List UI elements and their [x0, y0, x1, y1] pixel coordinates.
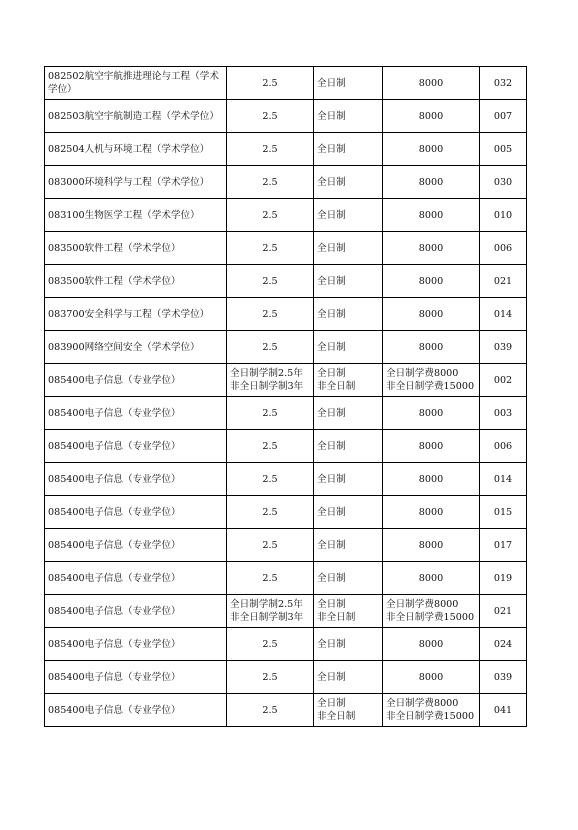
- table-row: [45, 694, 527, 727]
- major-cell: 085400电子信息（专业学位）: [45, 529, 227, 562]
- department-code-cell: 030: [480, 166, 527, 199]
- fee-line: 8000: [418, 275, 444, 287]
- study-mode-cell: [314, 661, 383, 694]
- fee-line: 8000: [418, 110, 444, 122]
- tuition-cell: [383, 661, 480, 694]
- study-mode-cell: [314, 595, 383, 628]
- fee-line: 非全日制学费15000: [386, 711, 475, 722]
- study-mode-cell: [314, 100, 383, 133]
- tuition-cell: [383, 430, 480, 463]
- fee-line: 8000: [418, 143, 444, 155]
- duration-cell: [227, 166, 314, 199]
- table-row: [45, 199, 527, 232]
- years-line: 2.5: [262, 143, 278, 155]
- duration-cell: [227, 694, 314, 727]
- mode-line: 全日制: [317, 506, 346, 518]
- years-line: 2.5: [262, 539, 278, 551]
- department-code-cell: 019: [480, 562, 527, 595]
- years-line: 2.5: [262, 638, 278, 650]
- program-table: [44, 66, 527, 727]
- mode-line: 全日制: [317, 308, 346, 320]
- department-code-cell: 039: [480, 331, 527, 364]
- major-cell: 083500软件工程（学术学位）: [45, 232, 227, 265]
- mode-line: 全日制: [317, 473, 346, 485]
- tuition-cell: [383, 298, 480, 331]
- major-cell: 083100生物医学工程（学术学位）: [45, 199, 227, 232]
- years-line: 2.5: [262, 308, 278, 320]
- department-code-cell: 014: [480, 463, 527, 496]
- duration-cell: [227, 265, 314, 298]
- table-row: [45, 463, 527, 496]
- table-row: [45, 100, 527, 133]
- years-line: 2.5: [262, 671, 278, 683]
- table-row: [45, 430, 527, 463]
- department-code-cell: 024: [480, 628, 527, 661]
- major-cell: 083500软件工程（学术学位）: [45, 265, 227, 298]
- tuition-cell: [383, 133, 480, 166]
- major-cell: 083700安全科学与工程（学术学位）: [45, 298, 227, 331]
- major-cell: 085400电子信息（专业学位）: [45, 463, 227, 496]
- department-code-cell: 017: [480, 529, 527, 562]
- tuition-cell: [383, 628, 480, 661]
- mode-line: 全日制: [317, 572, 346, 584]
- department-code-cell: 007: [480, 100, 527, 133]
- table-row: [45, 562, 527, 595]
- years-line: 2.5: [262, 176, 278, 188]
- department-code-cell: 021: [480, 595, 527, 628]
- major-cell: 085400电子信息（专业学位）: [45, 364, 227, 397]
- fee-line: 8000: [418, 572, 444, 584]
- major-cell: 083900网络空间安全（学术学位）: [45, 331, 227, 364]
- program-table-body: [45, 67, 527, 727]
- study-mode-cell: [314, 430, 383, 463]
- mode-line: 全日制: [317, 599, 346, 610]
- years-line: 非全日制学制3年: [230, 381, 304, 392]
- years-line: 2.5: [262, 77, 278, 89]
- department-code-cell: 006: [480, 430, 527, 463]
- tuition-cell: [383, 364, 480, 397]
- mode-line: 非全日制: [317, 381, 356, 392]
- table-row: [45, 331, 527, 364]
- mode-line: 全日制: [317, 77, 346, 89]
- duration-cell: [227, 661, 314, 694]
- mode-line: 全日制: [317, 698, 346, 709]
- study-mode-cell: [314, 694, 383, 727]
- tuition-cell: [383, 694, 480, 727]
- major-cell: 085400电子信息（专业学位）: [45, 628, 227, 661]
- major-cell: 082503航空宇航制造工程（学术学位）: [45, 100, 227, 133]
- tuition-cell: [383, 463, 480, 496]
- study-mode-cell: [314, 496, 383, 529]
- fee-line: 全日制学费8000: [386, 599, 459, 610]
- mode-line: 全日制: [317, 242, 346, 254]
- years-line: 2.5: [262, 572, 278, 584]
- table-row: [45, 133, 527, 166]
- major-cell: 085400电子信息（专业学位）: [45, 661, 227, 694]
- duration-cell: [227, 199, 314, 232]
- tuition-cell: [383, 265, 480, 298]
- fee-line: 8000: [418, 341, 444, 353]
- table-row: [45, 661, 527, 694]
- years-line: 全日制学制2.5年: [230, 368, 303, 379]
- duration-cell: [227, 595, 314, 628]
- fee-line: 非全日制学费15000: [386, 381, 475, 392]
- department-code-cell: 032: [480, 67, 527, 100]
- fee-line: 8000: [418, 638, 444, 650]
- major-cell: 085400电子信息（专业学位）: [45, 430, 227, 463]
- fee-line: 全日制学费8000: [386, 698, 459, 709]
- table-row: [45, 529, 527, 562]
- major-cell: 085400电子信息（专业学位）: [45, 496, 227, 529]
- department-code-cell: 002: [480, 364, 527, 397]
- duration-cell: [227, 331, 314, 364]
- study-mode-cell: [314, 529, 383, 562]
- mode-line: 全日制: [317, 341, 346, 353]
- table-row: [45, 298, 527, 331]
- fee-line: 8000: [418, 506, 444, 518]
- fee-line: 8000: [418, 440, 444, 452]
- major-cell: 085400电子信息（专业学位）: [45, 397, 227, 430]
- fee-line: 8000: [418, 308, 444, 320]
- fee-line: 8000: [418, 407, 444, 419]
- study-mode-cell: [314, 463, 383, 496]
- department-code-cell: 003: [480, 397, 527, 430]
- fee-line: 8000: [418, 176, 444, 188]
- years-line: 全日制学制2.5年: [230, 599, 303, 610]
- study-mode-cell: [314, 562, 383, 595]
- study-mode-cell: [314, 232, 383, 265]
- table-row: [45, 595, 527, 628]
- study-mode-cell: [314, 298, 383, 331]
- tuition-cell: [383, 166, 480, 199]
- study-mode-cell: [314, 133, 383, 166]
- tuition-cell: [383, 100, 480, 133]
- study-mode-cell: [314, 265, 383, 298]
- duration-cell: [227, 100, 314, 133]
- table-row: [45, 364, 527, 397]
- years-line: 2.5: [262, 110, 278, 122]
- tuition-cell: [383, 595, 480, 628]
- years-line: 2.5: [262, 242, 278, 254]
- study-mode-cell: [314, 331, 383, 364]
- duration-cell: [227, 496, 314, 529]
- tuition-cell: [383, 199, 480, 232]
- mode-line: 全日制: [317, 176, 346, 188]
- major-cell: 085400电子信息（专业学位）: [45, 694, 227, 727]
- years-line: 2.5: [262, 440, 278, 452]
- years-line: 2.5: [262, 407, 278, 419]
- major-cell: 082502航空宇航推进理论与工程（学术学位）: [45, 67, 227, 100]
- mode-line: 非全日制: [317, 612, 356, 623]
- department-code-cell: 039: [480, 661, 527, 694]
- study-mode-cell: [314, 628, 383, 661]
- study-mode-cell: [314, 166, 383, 199]
- duration-cell: [227, 298, 314, 331]
- study-mode-cell: [314, 67, 383, 100]
- duration-cell: [227, 67, 314, 100]
- duration-cell: [227, 463, 314, 496]
- study-mode-cell: [314, 199, 383, 232]
- tuition-cell: [383, 67, 480, 100]
- table-row: [45, 232, 527, 265]
- duration-cell: [227, 364, 314, 397]
- tuition-cell: [383, 562, 480, 595]
- tuition-cell: [383, 331, 480, 364]
- tuition-cell: [383, 496, 480, 529]
- department-code-cell: 005: [480, 133, 527, 166]
- table-row: [45, 397, 527, 430]
- mode-line: 非全日制: [317, 711, 356, 722]
- duration-cell: [227, 529, 314, 562]
- duration-cell: [227, 628, 314, 661]
- fee-line: 8000: [418, 539, 444, 551]
- fee-line: 8000: [418, 242, 444, 254]
- fee-line: 8000: [418, 209, 444, 221]
- mode-line: 全日制: [317, 440, 346, 452]
- mode-line: 全日制: [317, 539, 346, 551]
- department-code-cell: 021: [480, 265, 527, 298]
- duration-cell: [227, 430, 314, 463]
- mode-line: 全日制: [317, 407, 346, 419]
- fee-line: 8000: [418, 77, 444, 89]
- years-line: 非全日制学制3年: [230, 612, 304, 623]
- years-line: 2.5: [262, 209, 278, 221]
- fee-line: 8000: [418, 473, 444, 485]
- major-cell: 083000环境科学与工程（学术学位）: [45, 166, 227, 199]
- fee-line: 全日制学费8000: [386, 368, 459, 379]
- duration-cell: [227, 232, 314, 265]
- years-line: 2.5: [262, 506, 278, 518]
- department-code-cell: 041: [480, 694, 527, 727]
- table-row: [45, 166, 527, 199]
- mode-line: 全日制: [317, 368, 346, 379]
- duration-cell: [227, 397, 314, 430]
- mode-line: 全日制: [317, 110, 346, 122]
- years-line: 2.5: [262, 341, 278, 353]
- table-row: [45, 67, 527, 100]
- years-line: 2.5: [262, 473, 278, 485]
- major-cell: 085400电子信息（专业学位）: [45, 595, 227, 628]
- tuition-cell: [383, 397, 480, 430]
- study-mode-cell: [314, 364, 383, 397]
- major-cell: 085400电子信息（专业学位）: [45, 562, 227, 595]
- department-code-cell: 010: [480, 199, 527, 232]
- department-code-cell: 014: [480, 298, 527, 331]
- mode-line: 全日制: [317, 671, 346, 683]
- mode-line: 全日制: [317, 638, 346, 650]
- mode-line: 全日制: [317, 143, 346, 155]
- tuition-cell: [383, 529, 480, 562]
- fee-line: 非全日制学费15000: [386, 612, 475, 623]
- table-row: [45, 265, 527, 298]
- years-line: 2.5: [262, 275, 278, 287]
- duration-cell: [227, 562, 314, 595]
- mode-line: 全日制: [317, 209, 346, 221]
- department-code-cell: 015: [480, 496, 527, 529]
- duration-cell: [227, 133, 314, 166]
- major-cell: 082504人机与环境工程（学术学位）: [45, 133, 227, 166]
- study-mode-cell: [314, 397, 383, 430]
- department-code-cell: 006: [480, 232, 527, 265]
- years-line: 2.5: [262, 704, 278, 716]
- table-row: [45, 628, 527, 661]
- tuition-cell: [383, 232, 480, 265]
- fee-line: 8000: [418, 671, 444, 683]
- table-row: [45, 496, 527, 529]
- mode-line: 全日制: [317, 275, 346, 287]
